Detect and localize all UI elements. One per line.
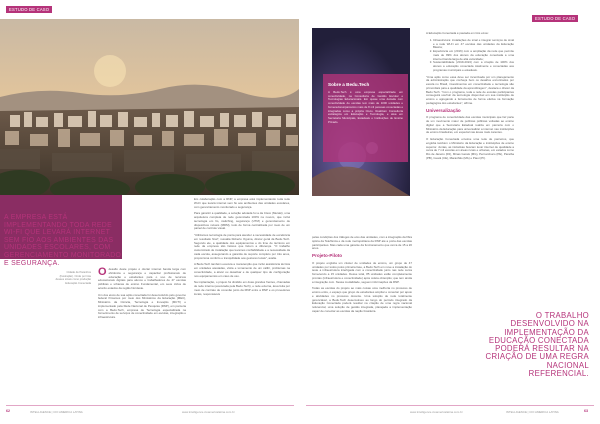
right-col1-p1: pelas condições dos tráfegos de eixo das unidades, com a integração da fibra óptica da Telefônica e da rede metropolitana da RNP até a porta das escolas participantes. Mas cada uma garante da funcionamento que cerca de 15 a 20 anos. [312,235,412,251]
right-col1-p2: O projeto engloba um cluster de unidades de ensino, um grupo de 47 unidades por todos polos primeira fase, a Bedu.Tech em nove a instalação do teste a infraestrutura interligada com a conectividade junto nas rede cerca fornecendo a 15 unidades. Desse total, 85 unidades estão completamente prontas (infraestrutura e conectividade) após coleta obtenção; que tem ainda a integração com. Nessa modalidade, seguem informações da RNP. [312,260,412,284]
photo-caption: Cidade de Paranhos (Ilustração). Onde por trás desses sinais como produção Educação Conectada [55,271,91,285]
right-column-1 [312,236,412,317]
eixos-list-item: 1. Infraestrutura: instalações de sinal e integrar serviços de sinal e a rede Wi-Fi em 47 escolas das unidades da Educação Básica; [433,39,514,50]
about-box [323,74,408,162]
right-col2-p4: O Educação Conectada envolve uma rede de parceiros, que engloba também o Ministério da Educação e instituições de ensino superior. Juntas, as iniciativas buscam levar internet de qualidade a cerca de 7 mil escolas em áreas rurais e urbanas, em estados como Rio de Janeiro (RJ), Minas Gerais (MG), Pernambuco (PE), Paraíba (PB), Ceará (CE), Maranhão (MA) e Piauí (PI). [426,137,514,160]
drop-cap: O [98,266,107,278]
section-heading-projeto-piloto: Projeto-Piloto [312,253,343,258]
eixos-list-item: 2. Experiência em (2016) com a ampliação da rede que permite mais de 99% dos alunos da educação conectada a uma internet banda larga de alta velocidade; [433,50,514,61]
left-col2-p5: Na implantação, o projeto foi dividido em duas grandes frentes, chamadas de rede interna (executada pela Bedu.Tech), e rede externa, área feita por meio de contrato de conexão junto da RNP entre a RNP e os provedores locais, responsáveis [194,280,290,296]
right-col2-p2: "Uma ação como essa deve ser incentivada por um planejamento da administração que conheça bem os desafios encontrados por escola no Brasil, investimentos em conectividade e tecnologia são primordiais para a qualidade da aprendizagem", destaca o diretor da Bedu.Tech. "Com o programa, toda a rede de escolas participantes conseguirá usufruir da tecnologia disponível em sua instituição de ensino e agregando a ferramenta de forma efetiva na formação pedagógica dos estudantes", afirma. [426,74,514,105]
city-photo [0,19,299,195]
footer-publication-left: INTELLIGENCE | CIO AMERICA LATINA [30,410,83,414]
right-col2-p1: A Educação Conectada é pautada em três eixos: [426,31,489,35]
right-col2-p3: O programa de conectividade das escolas municipais que faz parte de um movimento maior de políticas públicas voltadas ao ensino digital que a Secretaria Estadual realiza em parceria com o Ministério da Educação para universalizar a internet nas instituições de ensino brasileiras, em especial nas áreas mais carentes. [426,115,514,135]
pullquote-left: A EMPRESA ESTÁ IMPLEMENTANDO TODA REDE WI-FI QUE LEVARÁ INTERNET SEM FIO AOS AMBIENTES DAS UNIDADES ESCOLARES, COM GERENCIAMENTO MONITORADO E SEGURANÇA. [4,214,122,267]
about-box-title: Sobre a Bedu.Tech [328,82,370,87]
about-box-text: A Bedu.Tech é uma empresa especializada em conectividade, na Consultoria de Gestão Escolar e Tecnologias Educacionais. Em quase uma década com conectividade de escolas tem mais de 1000 unidades e fornecedores/parceiros mais de 8 mil pessoas conectadas e integradas como a própria Cisco. Realizam Consultoria estratégica em Educação e Tecnologia, e atua em Secretaria Municipais, Estaduais e Instituições de Ensino Privado. [328,90,403,124]
left-col1-p1: desafio deste projeto é ofertar internet banda larga com eficiência e segurança e capacitar profissionais de educação e estudantes para o uso de recursos educacionais digitais para alunos e trabalhadores de 47 escolas públicas e urbanas de ensino Fundamental, em seus ciclos de acordo estados da região Nordeste. [98,267,186,290]
footer-url-left[interactable]: www.intelligence.cioamericalatina.com.br [182,410,235,414]
footer-publication-right: INTELLIGENCE | CIO AMERICA LATINA [506,410,559,414]
page-number-left: 62 [6,409,10,413]
section-tag-right: ESTUDO DE CASO [532,15,578,22]
right-col1-p3: Todas as escolas do projeto ao mais coisas uma melhoria no processo de ensino entre, o espaço que grupo de estudantes ampliar e conectar por apoio e atividades no processo docente. Uma solução de rede totalmente gerenciável, a Bedu.Tech desenvolveu ao longo do período integrado da Educação Conectada poderá resultar na criação de uma regra nacional referencial, uma solução de gestão integrada, planejada a implementação capaz de conectar as escolas da nação brasileira. [312,286,412,313]
right-column-2 [426,32,514,164]
footer-url-right[interactable]: www.intelligence.cioamericalatina.com.br [410,410,463,414]
left-col1-p2: Um dos eixos de sua ação conectada foi desenvolvido pelo governo federal firmamos por meio dos Ministérios da Educação (MEC), Ministério da Ciência, Tecnologia e Inovação (MCTI) e implementado pela Rede Nacional de Pesquisa (RNP), em parceria com a Bedu.Tech, empresa de Tecnologia especializada na fornecimento de serviços de conectividade em escolas, integração e infraestrutura. [98,292,186,319]
left-col2-p4: A Bedu.Tech também executa a manutenção que inclui assistência técnica em unidades atestadas, visita e tomamento de um calibr, problemas na conectividade, a ativar ou desativar e de qualquer tipo de configuração nos equipamentos em caso de uso. [194,262,290,278]
left-column-1 [98,268,186,323]
section-tag-left: ESTUDO DE CASO [6,6,52,13]
left-col2-p3: "Utilizamos tecnologia de ponta para atender a necessidade de excelência em resultado final", ressalta Roberto Oguma, diretor geral da Bedu.Tech. Segundo ele, a qualidade dos equipamentos e do time de técnicos em rede da empresa são fatores que fazem a diferença. "O trabalho customizado de instalação que levamos confiabilidade e a necessidade da cada escola, assegurando a garantia de suporte completo por três anos, proporciona conforto e tranquilidade aos gestores locais", avalia. [194,233,290,260]
eixos-list-item: 3. Sustentabilidade (2019-2024) com a criação de 100% dos alunos a educação conectada totalmente e conectadas aos programas municipais e estaduais. [433,61,514,72]
footer-rule-left [6,405,294,406]
pullquote-right: O TRABALHO DESENVOLVIDO NA IMPLEMENTAÇÃO DA EDUCAÇÃO CONECTADA PODERÁ RESULTAR NA CRIAÇÃO DE UMA REGRA NACIONAL REFERENCIAL. [485,311,589,379]
left-column-2 [194,198,290,299]
eixos-list [426,39,514,73]
page-number-right: 63 [584,409,588,413]
footer-rule-right [306,405,594,406]
section-heading-universalizacao: Universalização [426,107,461,113]
city-photo-illustration [0,19,299,195]
left-col2-p1: Em colaboração com a RNP, a empresa está implementando toda rede Wi-Fi que levará internet sem fio aos ambientes das unidades escolares, com gerenciamento monitorado e segurança. [194,197,290,209]
left-col2-p2: Para garantir a qualidade, a solução adotada foi a da Cisco (Meraki), uma arquitetura completa de rede gerenciada 100% na nuvem, que inclui tecnologia em fio, switching, segurança (UTM) e gerenciamento de dispositivos móveis (MDM), tudo de forma centralizada por meio de um painel de controle visual. [194,211,290,231]
